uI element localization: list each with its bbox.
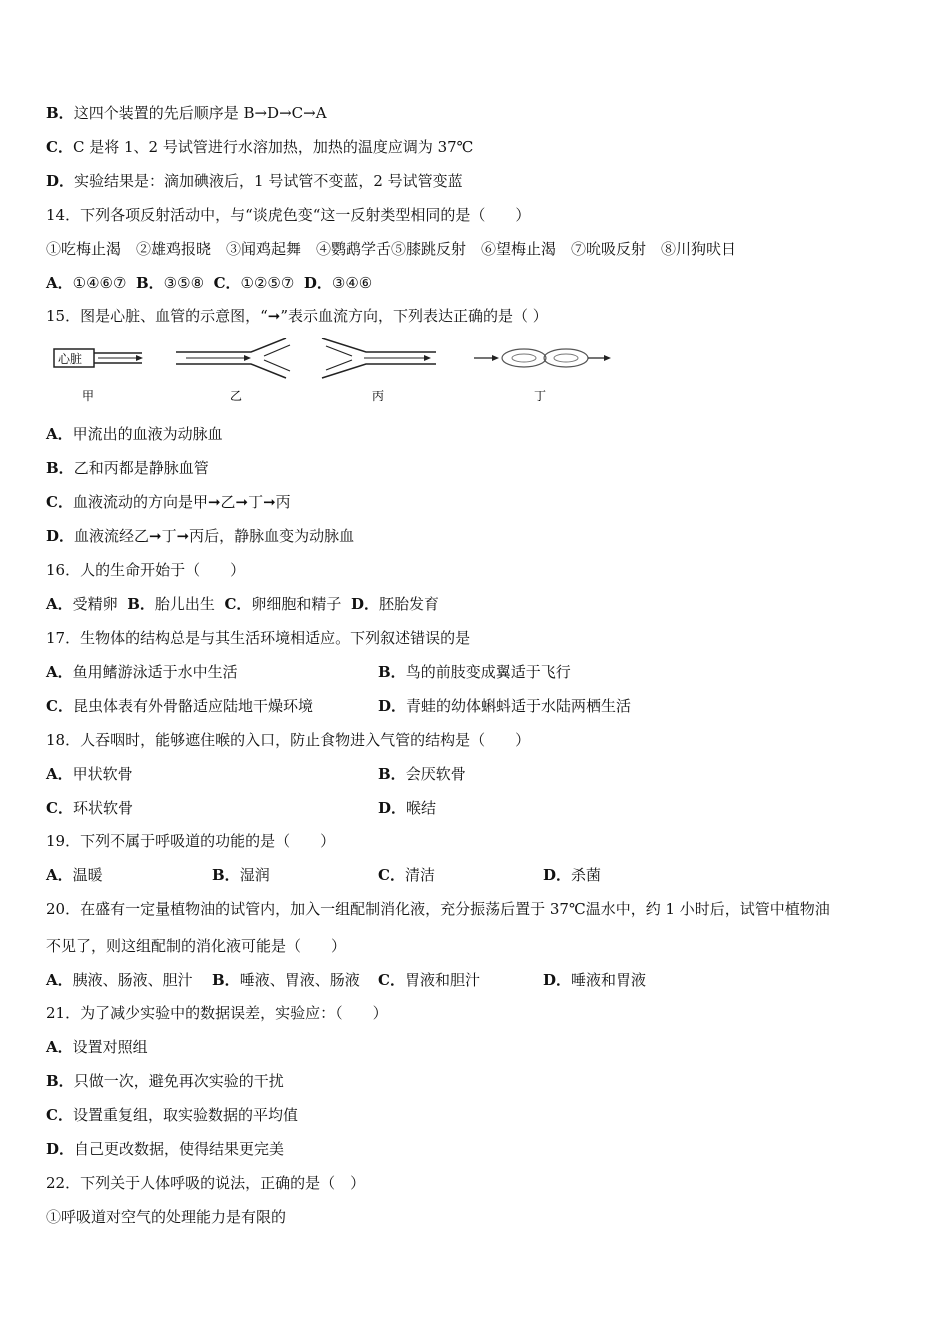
q13-option-c xyxy=(46,137,473,157)
q18-option-b xyxy=(378,764,466,784)
option-label: B． xyxy=(46,459,74,477)
option-text: 胚胎发育 xyxy=(378,595,439,613)
option-text: 甲状软骨 xyxy=(72,765,133,783)
option-label: D． xyxy=(543,866,572,884)
option-text: 鱼用鳍游泳适于水中生活 xyxy=(72,663,238,681)
option-label: A． xyxy=(46,765,73,783)
option-text: 青蛙的幼体蝌蚪适于水陆两栖生活 xyxy=(406,697,632,715)
option-label: B． xyxy=(127,595,155,613)
q20-option-d xyxy=(543,970,646,990)
option-text: 清洁 xyxy=(404,866,435,884)
q19-option-c xyxy=(378,865,435,885)
option-text: 受精卵 xyxy=(72,595,118,613)
option-label: A． xyxy=(46,274,73,292)
option-label: B． xyxy=(212,971,240,989)
option-label: D． xyxy=(46,1140,75,1158)
q16-options xyxy=(46,594,439,614)
option-label: D． xyxy=(378,697,407,715)
q19-option-a xyxy=(46,865,103,885)
q14-stem: 14．下列各项反射活动中，与“谈虎色变“这一反射类型相同的是（ ） xyxy=(46,206,531,224)
q20-stem-line2: 不见了，则这组配制的消化液可能是（ ） xyxy=(46,937,347,955)
q15-option-a xyxy=(46,424,223,444)
q18-option-a xyxy=(46,764,133,784)
option-text: 湿润 xyxy=(239,866,270,884)
option-text: 实验结果是：滴加碘液后，1 号试管不变蓝，2 号试管变蓝 xyxy=(74,172,463,190)
option-text: 昆虫体表有外骨骼适应陆地干燥环境 xyxy=(72,697,313,715)
figure-yi xyxy=(176,338,290,403)
option-text: 这四个装置的先后顺序是 B→D→C→A xyxy=(73,104,327,122)
q15-stem: 15．图是心脏、血管的示意图，“➞”表示血流方向，下列表达正确的是（ ） xyxy=(46,307,548,325)
option-label: B． xyxy=(46,1072,74,1090)
figure-jia xyxy=(54,349,143,403)
q14-items: ①吃梅止渴 ②雄鸡报晓 ③闻鸡起舞 ④鹦鹉学舌⑤膝跳反射 ⑥望梅止渴 ⑦吮吸反射 ⑧川狗吠日 xyxy=(46,240,737,258)
option-label: A． xyxy=(46,425,73,443)
label-yi: 乙 xyxy=(230,389,243,403)
option-label: B． xyxy=(46,104,74,122)
option-label: C． xyxy=(224,595,252,613)
option-text: 唾液、胃液、肠液 xyxy=(239,971,360,989)
q15-option-d xyxy=(46,526,354,546)
q21-option-c xyxy=(46,1105,298,1125)
q20-option-a xyxy=(46,970,193,990)
q19-option-d xyxy=(543,865,601,885)
option-text: 喉结 xyxy=(406,799,437,817)
figure-bing xyxy=(322,338,436,403)
option-label: B． xyxy=(378,765,406,783)
option-text: 乙和丙都是静脉血管 xyxy=(73,459,209,477)
option-label: A． xyxy=(46,595,73,613)
option-label: D． xyxy=(378,799,407,817)
option-label: C． xyxy=(213,274,241,292)
option-text: ③④⑥ xyxy=(331,274,373,292)
q17-option-c xyxy=(46,696,313,716)
option-label: C． xyxy=(46,493,73,511)
option-text: 甲流出的血液为动脉血 xyxy=(72,425,223,443)
option-text: 只做一次，避免再次实验的干扰 xyxy=(73,1072,284,1090)
q16-stem: 16．人的生命开始于（ ） xyxy=(46,561,246,579)
q18-stem: 18．人吞咽时，能够遮住喉的入口，防止食物进入气管的结构是（ ） xyxy=(46,731,531,749)
q21-option-d xyxy=(46,1139,284,1159)
option-label: B． xyxy=(378,663,406,681)
option-label: D． xyxy=(46,527,75,545)
q18-option-d xyxy=(378,798,436,818)
option-text: 血液流经乙➞丁➞丙后，静脉血变为动脉血 xyxy=(74,527,355,545)
option-label: A． xyxy=(46,663,73,681)
q21-option-a xyxy=(46,1037,148,1057)
q20-stem-line1: 20．在盛有一定量植物油的试管内，加入一组配制消化液，充分振荡后置于 37℃温水中，约 1 小时后，试管中植物油 xyxy=(46,900,830,918)
option-label: C． xyxy=(378,866,405,884)
heart-vessel-figure xyxy=(46,338,626,410)
option-text: 环状软骨 xyxy=(72,799,133,817)
q17-stem: 17．生物体的结构总是与其生活环境相适应。下列叙述错误的是 xyxy=(46,629,471,647)
q22-item-1: ①呼吸道对空气的处理能力是有限的 xyxy=(46,1208,287,1226)
q19-option-b xyxy=(212,865,270,885)
option-label: C． xyxy=(378,971,405,989)
option-text: ①④⑥⑦ xyxy=(72,274,127,292)
q17-option-d xyxy=(378,696,631,716)
q20-option-b xyxy=(212,970,360,990)
option-label: D． xyxy=(303,274,332,292)
option-label: D． xyxy=(46,172,75,190)
option-text: ③⑤⑧ xyxy=(163,274,205,292)
option-text: 鸟的前肢变成翼适于飞行 xyxy=(405,663,571,681)
q18-option-c xyxy=(46,798,133,818)
option-text: 胰液、肠液、胆汁 xyxy=(72,971,193,989)
q19-stem: 19．下列不属于呼吸道的功能的是（ ） xyxy=(46,832,336,850)
option-text: 会厌软骨 xyxy=(405,765,466,783)
option-text: 设置对照组 xyxy=(72,1038,148,1056)
heart-label: 心脏 xyxy=(58,352,83,366)
option-text: 自己更改数据，使得结果更完美 xyxy=(74,1140,285,1158)
q17-option-a xyxy=(46,662,238,682)
option-label: D． xyxy=(543,971,572,989)
option-label: D． xyxy=(350,595,379,613)
option-text: 杀菌 xyxy=(571,866,602,884)
option-label: A． xyxy=(46,971,73,989)
option-text: 卵细胞和精子 xyxy=(251,595,342,613)
q21-stem: 21．为了减少实验中的数据误差，实验应：（ ） xyxy=(46,1004,388,1022)
q17-option-b xyxy=(378,662,571,682)
q22-stem: 22．下列关于人体呼吸的说法，正确的是（ ） xyxy=(46,1174,366,1192)
option-text: ①②⑤⑦ xyxy=(240,274,295,292)
q13-option-d xyxy=(46,171,463,191)
option-text: 设置重复组，取实验数据的平均值 xyxy=(72,1106,298,1124)
option-text: C 是将 1、2 号试管进行水溶加热，加热的温度应调为 37℃ xyxy=(72,138,474,156)
q14-options xyxy=(46,273,372,293)
q13-option-b xyxy=(46,103,327,123)
option-label: C． xyxy=(46,1106,73,1124)
q20-option-c xyxy=(378,970,480,990)
q15-option-c xyxy=(46,492,291,512)
label-ding: 丁 xyxy=(534,389,547,403)
option-label: A． xyxy=(46,866,73,884)
option-label: B． xyxy=(135,274,164,292)
option-label: B． xyxy=(212,866,240,884)
q21-option-b xyxy=(46,1071,284,1091)
option-text: 胎儿出生 xyxy=(154,595,215,613)
option-text: 胃液和胆汁 xyxy=(404,971,480,989)
label-bing: 丙 xyxy=(372,389,385,403)
option-text: 唾液和胃液 xyxy=(571,971,647,989)
option-text: 温暖 xyxy=(72,866,103,884)
figure-ding xyxy=(474,349,611,403)
option-label: C． xyxy=(46,138,73,156)
q15-option-b xyxy=(46,458,209,478)
option-text: 血液流动的方向是甲➞乙➞丁➞丙 xyxy=(72,493,291,511)
option-label: A． xyxy=(46,1038,73,1056)
option-label: C． xyxy=(46,799,73,817)
label-jia: 甲 xyxy=(82,389,95,403)
option-label: C． xyxy=(46,697,73,715)
